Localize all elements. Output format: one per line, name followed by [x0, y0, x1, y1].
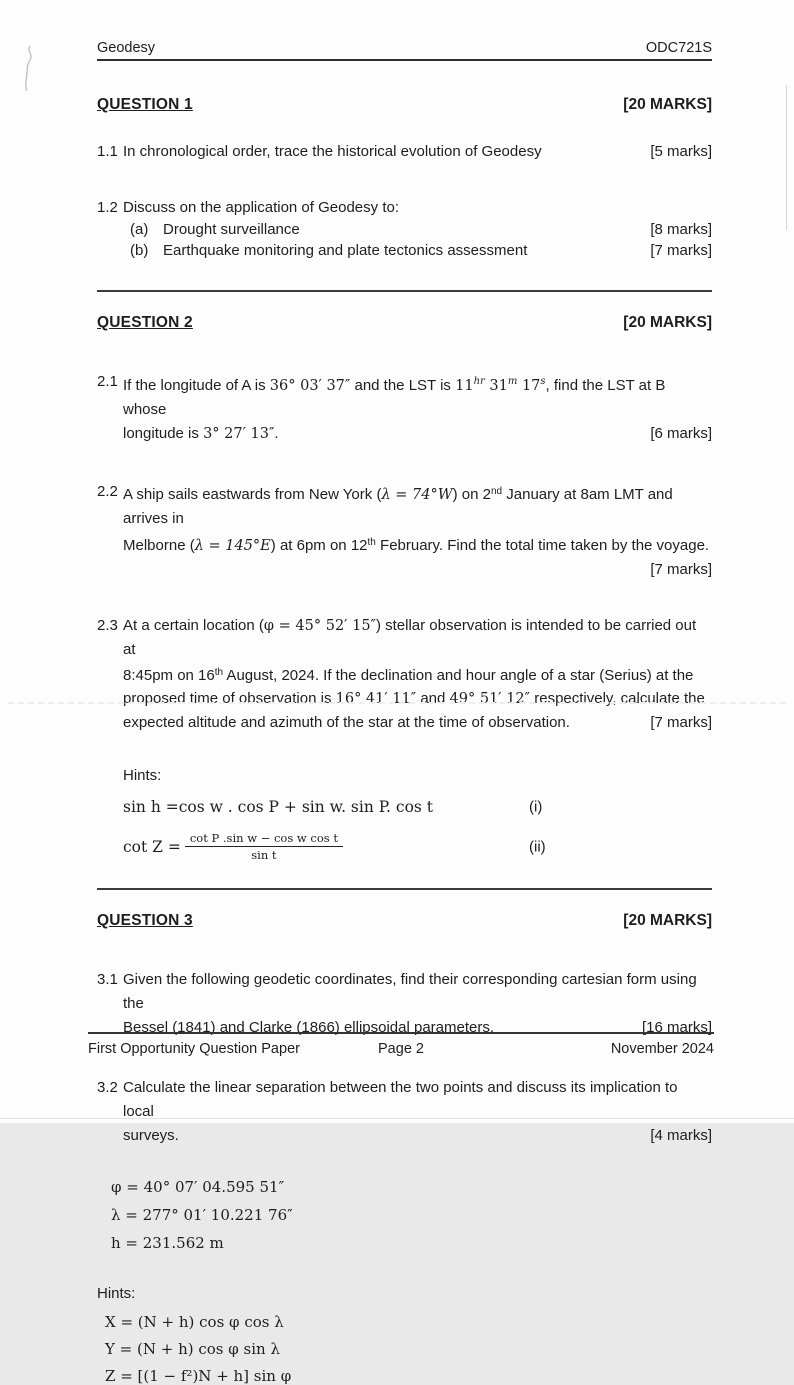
formula-z: Z = [(1 − f²)N + h] sin φ [105, 1366, 292, 1385]
question3-heading [97, 912, 712, 930]
item-marks: [16 marks] [641, 1018, 712, 1036]
item-3-1 [97, 968, 712, 1040]
item-2-2 [97, 480, 712, 582]
item-number: 3.1 [97, 970, 118, 988]
longitude-value: λ = 74°W [381, 486, 453, 503]
formula-y: Y = (N + h) cos φ sin λ [105, 1339, 280, 1358]
footer-paper-name: First Opportunity Question Paper [88, 1041, 300, 1057]
question2-heading [97, 314, 712, 332]
item-text-line2: Bessel (1841) and Clarke (1866) ellipsoidal parameters. [123, 1018, 495, 1036]
scan-edge-artifact [786, 85, 787, 230]
angle-value: 16° 41′ 11″ [335, 690, 417, 707]
footer-page-number: Page 2 [378, 1041, 424, 1057]
formula-x: X = (N + h) cos φ cos λ [105, 1312, 284, 1331]
sublist-marks-a: [8 marks] [650, 220, 712, 238]
fraction [185, 831, 343, 862]
latitude-value: φ = 45° 52′ 15″ [263, 617, 376, 634]
question1-marks: [20 MARKS] [623, 96, 712, 113]
sublist-text-a: Drought surveillance [163, 220, 300, 238]
fraction-numerator: cot P .sin w − cos w cos t [189, 831, 338, 845]
ordinal-nd: nd [490, 485, 503, 497]
superscript-s: s [540, 375, 546, 387]
scan-bottom-edge-artifact [0, 1118, 794, 1119]
coordinate-h: h = 231.562 m [111, 1233, 224, 1252]
pen-mark-artifact [16, 42, 42, 94]
item-text-line2: Melborne (λ = 145°E) at 6pm on 12th February. Find the total time taken by the voyage. [123, 536, 710, 554]
item-text: Discuss on the application of Geodesy to: [123, 199, 399, 216]
page-footer [88, 1032, 714, 1057]
item-text-line3: proposed time of observation is 16° 41′ 11″ and 49° 51′ 12″ respectively, calculate the [123, 689, 705, 707]
equation-tag-i: (i) [529, 798, 543, 815]
item-number: 2.2 [97, 482, 118, 500]
item-marks: [6 marks] [650, 424, 712, 442]
question2-title: QUESTION 2 [97, 313, 193, 331]
item-number: 3.2 [97, 1078, 118, 1096]
item-text-line2: surveys. [123, 1126, 179, 1144]
course-code: ODC721S [645, 40, 712, 56]
ordinal-th: th [214, 666, 224, 678]
angle-value: 49° 51′ 12″ [449, 690, 531, 707]
sublist-marks-b: [7 marks] [650, 242, 712, 259]
item-text: At a certain location (φ = 45° 52′ 15″) stellar observation is intended to be carried out at [123, 616, 697, 658]
formula-lhs: cot Z = [123, 837, 181, 856]
question2-marks: [20 MARKS] [623, 313, 712, 331]
longitude-value: λ = 145°E [194, 537, 271, 554]
coordinate-phi: φ = 40° 07′ 04.595 51″ [111, 1177, 285, 1196]
item-1-1 [97, 143, 712, 160]
sublist-text-b: Earthquake monitoring and plate tectonics assessment [163, 242, 528, 259]
item-marks: [7 marks] [650, 713, 712, 731]
sublist-label-b: (b) [130, 242, 149, 259]
item-text-line2: 8:45pm on 16th August, 2024. If the declination and hour angle of a star (Serius) at the [123, 666, 694, 684]
item-3-2 [97, 1076, 712, 1148]
angle-value: 36° 03′ 37″ [269, 377, 351, 394]
section-divider-2 [97, 888, 712, 890]
cartesian-formulas [105, 1313, 712, 1383]
item-text-line4: expected altitude and azimuth of the star at the time of observation. [123, 713, 570, 731]
sublist-label-a: (a) [130, 220, 149, 238]
item-text: In chronological order, trace the historical evolution of Geodesy [123, 143, 542, 160]
formula-sin-h [123, 794, 712, 820]
coordinate-lambda: λ = 277° 01′ 10.221 76″ [111, 1205, 293, 1224]
fraction-denominator: sin t [185, 846, 343, 862]
hints-label-q3: Hints: [97, 1284, 136, 1302]
formula-rhs: cos w . cos P + sin w. sin P. cos t [178, 797, 434, 816]
item-number: 1.2 [97, 199, 118, 216]
item-marks: [4 marks] [650, 1126, 712, 1144]
question1-title: QUESTION 1 [97, 96, 193, 113]
ordinal-th: th [367, 536, 376, 548]
superscript-m: m [507, 375, 518, 387]
item-marks: [5 marks] [650, 143, 712, 160]
item-2-1 [97, 370, 712, 446]
section-divider-1 [97, 290, 712, 292]
footer-date: November 2024 [610, 1041, 714, 1057]
question3-marks: [20 MARKS] [623, 911, 712, 929]
item-number: 2.3 [97, 616, 118, 634]
scan-dash-artifact [8, 702, 786, 704]
question1-heading [97, 96, 712, 114]
formula-cot-z [123, 828, 712, 866]
item-number: 1.1 [97, 143, 118, 160]
item-text-line2: longitude is 3° 27′ 13″. [123, 424, 279, 442]
angle-value: 3° 27′ 13″ [203, 425, 275, 442]
item-number: 2.1 [97, 372, 118, 390]
item-text: A ship sails eastwards from New York (λ = 74°W) on 2nd January at 8am LMT and arrives in [123, 485, 673, 527]
item-text: If the longitude of A is 36° 03′ 37″ and the LST is $11^{hr}$ 31$^m$ 17$^s$, find the LST at B whose [123, 375, 666, 418]
hints-label-q2: Hints: [123, 766, 162, 784]
formula-lhs: sin h = [123, 797, 179, 816]
item-text: Calculate the linear separation between the two points and discuss its implication to local [123, 1078, 678, 1120]
item-text: Given the following geodetic coordinates, find their corresponding cartesian form using the [123, 970, 697, 1012]
geodetic-coordinates [111, 1177, 712, 1252]
equation-tag-ii: (ii) [529, 838, 546, 855]
question3-title: QUESTION 3 [97, 911, 193, 929]
page-header [97, 40, 712, 61]
course-title: Geodesy [97, 40, 156, 56]
item-1-2 [97, 197, 712, 262]
superscript-hr: hr [473, 375, 485, 387]
item-2-3 [97, 614, 712, 734]
item-marks: [7 marks] [650, 560, 712, 578]
